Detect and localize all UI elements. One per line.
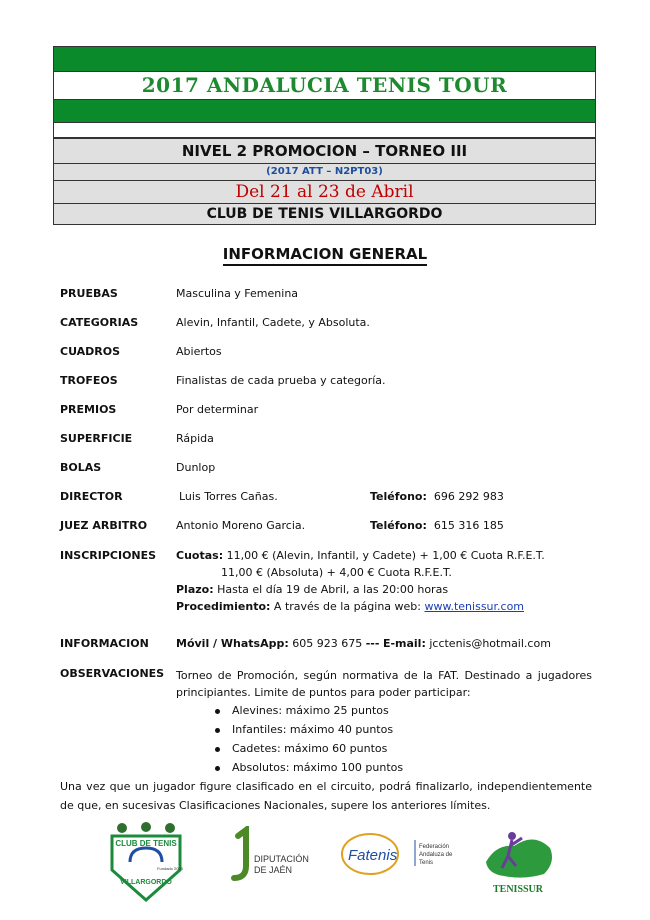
bullet-icon (215, 766, 220, 771)
tournament-dates: Del 21 al 23 de Abril (54, 180, 595, 203)
diputacion-jaen-logo (228, 826, 318, 890)
value-pruebas: Masculina y Femenina (176, 287, 299, 300)
label-informacion: INFORMACION (60, 637, 149, 650)
label-inscripciones: INSCRIPCIONES (60, 549, 157, 562)
list-item: Alevines: máximo 25 puntos (215, 704, 389, 717)
club-villargordo-logo (100, 820, 192, 909)
value-bolas: Dunlop (176, 461, 216, 474)
tenissur-link[interactable]: www.tenissur.com (424, 600, 525, 613)
banner-green-stripe (54, 47, 595, 71)
label-juez: JUEZ ARBITRO (60, 519, 148, 532)
label-pruebas: PRUEBAS (60, 287, 118, 300)
diputacion-text-1: DIPUTACIÓN (254, 854, 309, 864)
label-director: DIRECTOR (60, 490, 123, 503)
label-categorias: CATEGORIAS (60, 316, 139, 329)
value-superficie: Rápida (176, 432, 214, 445)
tour-banner (53, 46, 596, 138)
label-premios: PREMIOS (60, 403, 117, 416)
club-logo-top-text: CLUB DE TENIS (115, 839, 177, 848)
fatenis-sub-2: Andaluza de (419, 852, 453, 858)
club-logo-founded: Fundado 2003 (157, 866, 183, 871)
tenissur-logo (478, 822, 558, 901)
fatenis-text: Fatenis (348, 847, 398, 864)
tournament-code: (2017 ATT – N2PT03) (54, 163, 595, 180)
value-cuadros: Abiertos (176, 345, 222, 358)
section-title: INFORMACION GENERAL (0, 245, 650, 263)
fatenis-sub-3: Tenis (419, 860, 434, 866)
tenissur-text: TENISSUR (492, 884, 544, 895)
value-trofeos: Finalistas de cada prueba y categoría. (176, 374, 386, 387)
tour-title: 2017 ANDALUCIA TENIS TOUR (141, 73, 508, 97)
banner-gap (54, 122, 595, 137)
label-cuadros: CUADROS (60, 345, 121, 358)
plazo-line: Plazo: Hasta el día 19 de Abril, a las 20:00 horas (176, 583, 449, 596)
diputacion-text-2: DE JAÉN (254, 865, 293, 875)
label-bolas: BOLAS (60, 461, 102, 474)
banner-green-stripe-bottom (54, 100, 595, 122)
bullet-icon (215, 728, 220, 733)
label-superficie: SUPERFICIE (60, 432, 133, 445)
tournament-info-box (53, 138, 596, 225)
list-item: Cadetes: máximo 60 puntos (215, 742, 387, 755)
cuotas-line-1: Cuotas: 11,00 € (Alevin, Infantil, y Cadete) + 1,00 € Cuota R.F.E.T. (176, 549, 545, 562)
final-note: Una vez que un jugador figure clasificado en el circuito, podrá finalizarlo, independientemente de que, en sucesivas Clasificaciones Nacionales, supere los anteriores límites. (60, 780, 592, 812)
label-observaciones: OBSERVACIONES (60, 667, 165, 680)
bullet-icon (215, 747, 220, 752)
value-categorias: Alevin, Infantil, Cadete, y Absoluta. (176, 316, 370, 329)
club-logo-bottom-text: VILLARGORDO (120, 879, 172, 886)
director-phone: Teléfono: 696 292 983 (370, 490, 504, 503)
bullet-icon (215, 709, 220, 714)
list-item: Infantiles: máximo 40 puntos (215, 723, 393, 736)
banner-title-band (54, 71, 595, 100)
value-director: Luis Torres Cañas. (179, 490, 278, 503)
value-premios: Por determinar (176, 403, 259, 416)
observaciones-text: Torneo de Promoción, según normativa de la FAT. Destinado a jugadores principiantes. Limite de puntos para poder participar: (176, 669, 592, 699)
procedimiento-line: Procedimiento: A través de la página web: www.tenissur.com (176, 600, 525, 613)
label-trofeos: TROFEOS (60, 374, 118, 387)
contact-line: Móvil / WhatsApp: 605 923 675 --- E-mail: jcctenis@hotmail.com (176, 637, 551, 650)
club-name: CLUB DE TENIS VILLARGORDO (54, 203, 595, 224)
value-juez: Antonio Moreno Garcia. (176, 519, 306, 532)
list-item: Absolutos: máximo 100 puntos (215, 761, 403, 774)
juez-phone: Teléfono: 615 316 185 (370, 519, 504, 532)
email-address[interactable]: jcctenis@hotmail.com (429, 637, 551, 650)
fatenis-logo (340, 828, 460, 882)
fatenis-sub-1: Federación (419, 844, 450, 850)
cuotas-line-2: 11,00 € (Absoluta) + 4,00 € Cuota R.F.E.T. (221, 566, 452, 579)
level-title: NIVEL 2 PROMOCION – TORNEO III (181, 142, 468, 160)
